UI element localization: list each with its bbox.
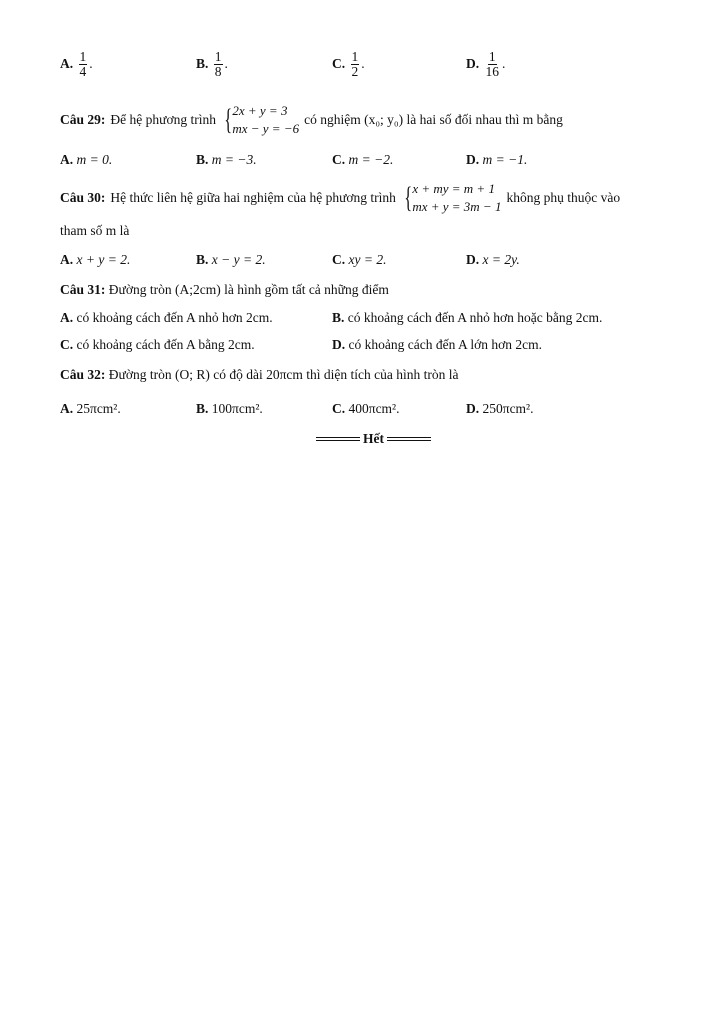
q28-option-c: C. $\frac{1}{2}$ . [332, 49, 365, 80]
option-label: C. [332, 55, 346, 71]
q32-option-c: C. 400πcm². [332, 401, 400, 416]
brace-icon: { [224, 102, 233, 136]
option-label: A. [60, 55, 74, 71]
q32-option-b: B. 100πcm². [196, 401, 263, 416]
q31-stem [60, 282, 389, 298]
q28-option-a: A. $\frac{1}{4}$ . [60, 49, 93, 80]
end-label: Hết [363, 431, 384, 446]
question-text-after: có nghiệm (x₀; y₀) là hai số đối nhau thì m bằng [304, 111, 563, 127]
q29-option-c: C. m = −2. [332, 152, 394, 167]
q30-stem [60, 180, 620, 215]
q31-option-a: A. có khoảng cách đến A nhỏ hơn 2cm. [60, 310, 273, 325]
question-label: Câu 30: [60, 189, 106, 205]
question-text: Hệ thức liên hệ giữa hai nghiệm của hệ phương trình [110, 189, 396, 205]
q28-option-b: B. $\frac{1}{8}$ . [196, 49, 228, 80]
fraction: $\frac{1}{16}$ [485, 49, 499, 80]
divider-right [387, 437, 431, 441]
question-label: Câu 29: [60, 111, 106, 127]
q29-option-d: D. m = −1. [466, 152, 528, 167]
q31-option-c: C. có khoảng cách đến A bằng 2cm. [60, 337, 255, 352]
q29-option-b: B. m = −3. [196, 152, 257, 167]
question-label: Câu 31: [60, 282, 106, 297]
option-label: B. [196, 55, 209, 71]
q29-stem [60, 102, 563, 137]
q30-option-d: D. x = 2y. [466, 252, 520, 267]
q32-option-d: D. 250πcm². [466, 401, 534, 416]
equation-system: { x + my = m + 1 mx + y = 3m − 1 [404, 180, 502, 214]
q30-stem-line2: tham số m là [60, 223, 130, 238]
q28-option-d: D. $\frac{1}{16}$ . [466, 49, 506, 80]
question-text: Đường tròn (O; R) có độ dài 20πcm thì diện tích của hình tròn là [108, 367, 459, 382]
question-label: Câu 32: [60, 367, 106, 382]
q32-option-a: A. 25πcm². [60, 401, 121, 416]
fraction: $\frac{1}{8}$ [214, 49, 222, 80]
q31-option-d: D. có khoảng cách đến A lớn hơn 2cm. [332, 337, 542, 352]
q30-option-b: B. x − y = 2. [196, 252, 266, 267]
divider-left [316, 437, 360, 441]
question-text: Đường tròn (A;2cm) là hình gồm tất cả những điểm [108, 282, 389, 297]
q29-option-a: A. m = 0. [60, 152, 113, 167]
q32-stem [60, 367, 458, 383]
question-text: Để hệ phương trình [110, 111, 216, 127]
fraction: $\frac{1}{2}$ [351, 49, 359, 80]
option-label: D. [466, 55, 480, 71]
question-text-after: không phụ thuộc vào [506, 189, 621, 205]
end-marker [316, 431, 431, 447]
brace-icon: { [404, 180, 413, 214]
fraction: $\frac{1}{4}$ [79, 49, 87, 80]
q31-option-b: B. có khoảng cách đến A nhỏ hơn hoặc bằng 2cm. [332, 310, 603, 325]
q30-option-c: C. xy = 2. [332, 252, 387, 267]
equation-system: { 2x + y = 3 mx − y = −6 [224, 102, 300, 136]
q30-option-a: A. x + y = 2. [60, 252, 131, 267]
